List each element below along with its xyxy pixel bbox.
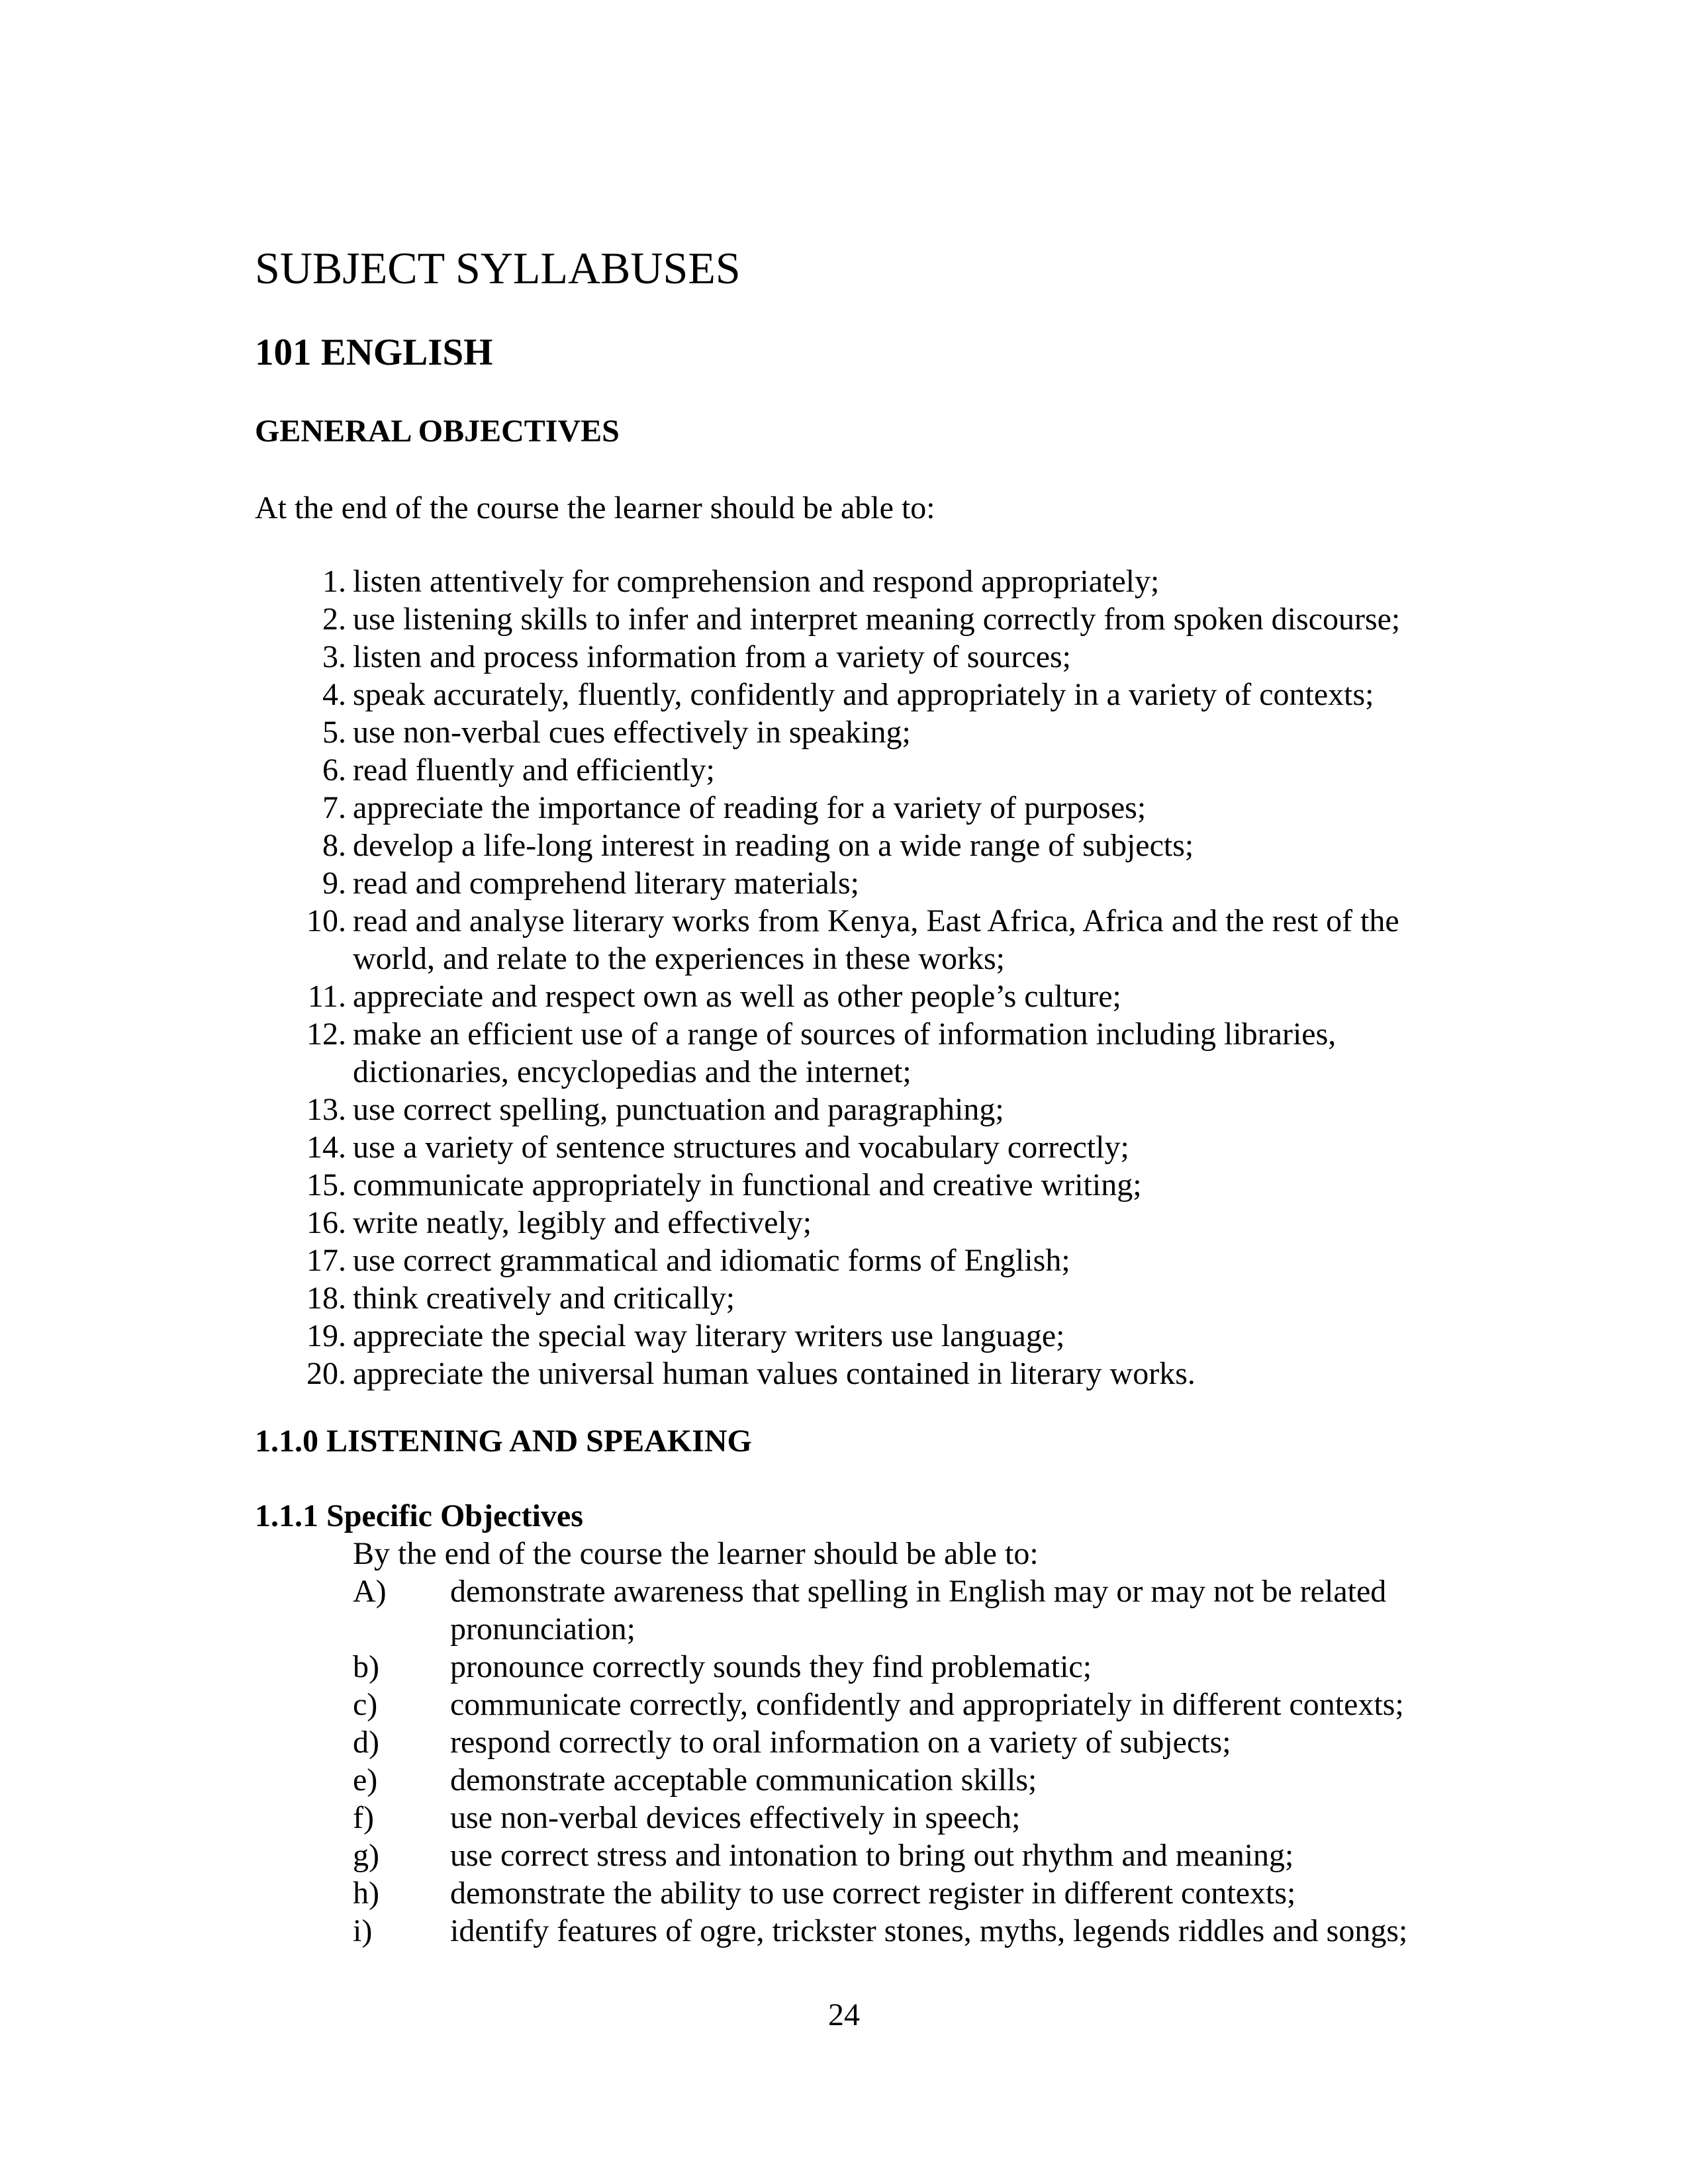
list-item-number: 17. — [306, 1243, 346, 1278]
general-objectives-heading: GENERAL OBJECTIVES — [255, 414, 620, 449]
list-item-text: respond correctly to oral information on a variety of subjects; — [450, 1725, 1231, 1760]
list-item-text: use correct spelling, punctuation and paragraphing; — [353, 1092, 1004, 1127]
list-item-text: use non-verbal devices effectively in speech; — [450, 1800, 1021, 1835]
list-item — [0, 563, 1688, 600]
list-item-letter: f) — [353, 1800, 374, 1835]
list-item — [0, 1572, 1688, 1648]
list-item-text: read fluently and efficiently; — [353, 752, 715, 788]
list-item-text: write neatly, legibly and effectively; — [353, 1205, 812, 1240]
list-item-number: 1. — [322, 564, 346, 599]
list-item-letter: g) — [353, 1838, 379, 1873]
list-item — [0, 1091, 1688, 1128]
list-item-number: 12. — [306, 1017, 346, 1052]
list-item-text: use listening skills to infer and interpret meaning correctly from spoken discourse; — [353, 602, 1401, 637]
list-item — [0, 1279, 1688, 1317]
list-item-text: think creatively and critically; — [353, 1281, 735, 1316]
list-item — [0, 1837, 1688, 1874]
list-item-text: communicate correctly, confidently and appropriately in different contexts; — [450, 1687, 1404, 1722]
list-item — [0, 1166, 1688, 1204]
list-item-text: demonstrate the ability to use correct register in different contexts; — [450, 1876, 1296, 1911]
list-item-number: 7. — [322, 790, 346, 825]
list-item — [0, 1723, 1688, 1761]
list-item-letter: i) — [353, 1913, 373, 1948]
list-item-text: read and analyse literary works from Kenya, East Africa, Africa and the rest of the world, and relate to the experiences in these works; — [353, 903, 1399, 976]
list-item-text: use correct stress and intonation to bring out rhythm and meaning; — [450, 1838, 1294, 1873]
course-title: 101 ENGLISH — [255, 332, 493, 373]
list-item-text: demonstrate acceptable communication skills; — [450, 1762, 1037, 1797]
list-item — [0, 1355, 1688, 1392]
list-item-letter: A) — [353, 1574, 387, 1609]
page-number: 24 — [828, 1997, 860, 2032]
list-item — [0, 1128, 1688, 1166]
list-item-text: develop a life-long interest in reading on a wide range of subjects; — [353, 828, 1194, 863]
list-item-number: 5. — [322, 715, 346, 750]
list-item — [0, 1874, 1688, 1912]
list-item-text: use a variety of sentence structures and vocabulary correctly; — [353, 1130, 1129, 1165]
list-item — [0, 1242, 1688, 1279]
list-item-text: use non-verbal cues effectively in speaking; — [353, 715, 911, 750]
list-item — [0, 864, 1688, 902]
list-item-text: make an efficient use of a range of sources of information including libraries, dictionaries, encyclopedias and the internet; — [353, 1017, 1336, 1089]
list-item-text: pronounce correctly sounds they find problematic; — [450, 1649, 1092, 1684]
list-item — [0, 789, 1688, 827]
list-item-number: 20. — [306, 1356, 346, 1391]
list-item-number: 14. — [306, 1130, 346, 1165]
list-item — [0, 638, 1688, 676]
general-objectives-list — [0, 563, 1688, 1392]
list-item — [0, 1015, 1688, 1091]
list-item — [0, 1648, 1688, 1686]
list-item-text: identify features of ogre, trickster stones, myths, legends riddles and songs; — [450, 1913, 1408, 1948]
list-item-number: 2. — [322, 602, 346, 637]
list-item — [0, 1686, 1688, 1723]
list-item-number: 9. — [322, 866, 346, 901]
list-item — [0, 1317, 1688, 1355]
list-item-text: appreciate and respect own as well as other people’s culture; — [353, 979, 1121, 1014]
list-item — [0, 1799, 1688, 1837]
subsection-heading: 1.1.1 Specific Objectives — [255, 1498, 583, 1533]
list-item-number: 13. — [306, 1092, 346, 1127]
specific-objectives-list — [0, 1572, 1688, 1950]
general-objectives-intro: At the end of the course the learner should be able to: — [255, 490, 935, 525]
list-item — [0, 902, 1688, 978]
list-item-number: 4. — [322, 677, 346, 712]
list-item — [0, 713, 1688, 751]
list-item-number: 19. — [306, 1318, 346, 1353]
list-item-letter: c) — [353, 1687, 378, 1722]
list-item-text: appreciate the special way literary writers use language; — [353, 1318, 1065, 1353]
section-heading: 1.1.0 LISTENING AND SPEAKING — [255, 1424, 752, 1459]
list-item-text: demonstrate awareness that spelling in English may or may not be related pronunciation; — [450, 1574, 1387, 1647]
list-item-text: appreciate the importance of reading for a variety of purposes; — [353, 790, 1147, 825]
list-item-text: listen attentively for comprehension and respond appropriately; — [353, 564, 1160, 599]
list-item-text: read and comprehend literary materials; — [353, 866, 859, 901]
list-item-text: communicate appropriately in functional and creative writing; — [353, 1167, 1142, 1203]
list-item-text: appreciate the universal human values contained in literary works. — [353, 1356, 1196, 1391]
list-item — [0, 827, 1688, 864]
list-item-letter: h) — [353, 1876, 379, 1911]
list-item — [0, 751, 1688, 789]
list-item-text: speak accurately, fluently, confidently and appropriately in a variety of contexts; — [353, 677, 1374, 712]
list-item — [0, 978, 1688, 1015]
list-item-number: 18. — [306, 1281, 346, 1316]
list-item-number: 6. — [322, 752, 346, 788]
list-item — [0, 1761, 1688, 1799]
list-item — [0, 1204, 1688, 1242]
list-item-letter: d) — [353, 1725, 379, 1760]
list-item-text: use correct grammatical and idiomatic forms of English; — [353, 1243, 1070, 1278]
list-item — [0, 600, 1688, 638]
list-item-number: 15. — [306, 1167, 346, 1203]
page-title: SUBJECT SYLLABUSES — [255, 243, 741, 293]
list-item-number: 11. — [307, 979, 346, 1014]
list-item-number: 16. — [306, 1205, 346, 1240]
list-item — [0, 676, 1688, 713]
list-item-letter: e) — [353, 1762, 378, 1797]
list-item-number: 10. — [306, 903, 346, 938]
list-item — [0, 1912, 1688, 1950]
specific-objectives-intro: By the end of the course the learner should be able to: — [353, 1536, 1039, 1571]
list-item-letter: b) — [353, 1649, 379, 1684]
list-item-number: 8. — [322, 828, 346, 863]
list-item-text: listen and process information from a variety of sources; — [353, 639, 1072, 674]
list-item-number: 3. — [322, 639, 346, 674]
